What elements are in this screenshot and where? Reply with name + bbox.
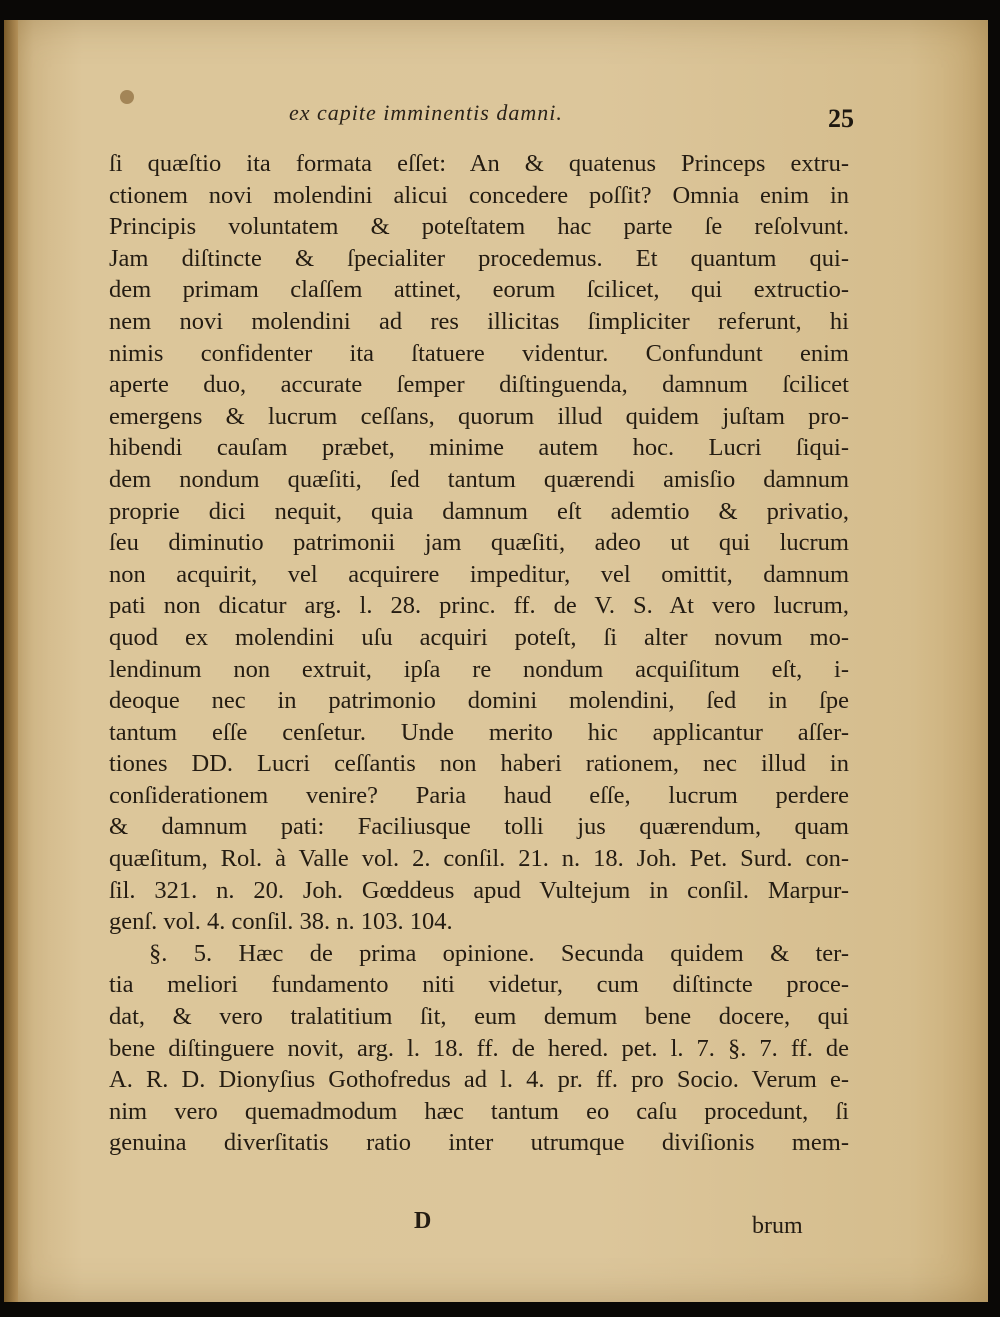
text-line: tiones DD. Lucri ceſſantis non haberi rationem, nec illud in [109,750,849,778]
text-line: deoque nec in patrimonio domini molendini, ſed in ſpe [109,687,849,715]
page-edge [4,20,18,1302]
text-line: quæſitum, Rol. à Valle vol. 2. conſil. 21. n. 18. Joh. Pet. Surd. con- [109,845,849,873]
text-line: dem nondum quæſiti, ſed tantum quærendi amisſio damnum [109,465,849,493]
signature-mark: D [414,1208,432,1234]
body-text [109,148,849,1159]
text-line: proprie dici nequit, quia damnum eſt ademtio & privatio, [109,497,849,525]
text-line: Jam diſtincte & ſpecialiter procedemus. Et quantum qui- [109,244,849,272]
text-line: dat, & vero tralatitium ſit, eum demum bene docere, qui [109,1003,849,1031]
book-page [4,20,988,1302]
text-line: bene diſtinguere novit, arg. l. 18. ff. de hered. pet. l. 7. §. 7. ff. de [109,1034,849,1062]
text-line: genſ. vol. 4. conſil. 38. n. 103. 104. [109,908,453,936]
text-line: emergens & lucrum ceſſans, quorum illud quidem juſtam pro- [109,402,849,430]
text-line: conſiderationem venire? Paria haud eſſe, lucrum perdere [109,781,849,809]
text-line: ſeu diminutio patrimonii jam quæſiti, adeo ut qui lucrum [109,529,849,557]
text-line: tia meliori fundamento niti videtur, cum diſtincte proce- [109,971,849,999]
running-title: ex capite imminentis damni. [289,100,563,125]
catchword: brum [752,1213,803,1239]
page-number: 25 [828,104,854,133]
stain-mark [120,90,134,104]
text-line: genuina diverſitatis ratio inter utrumque diviſionis mem- [109,1129,849,1157]
text-line: tantum eſſe cenſetur. Unde merito hic applicantur aſſer- [109,718,849,746]
text-line: nim vero quemadmodum hæc tantum eo caſu procedunt, ſi [109,1097,849,1125]
text-line: A. R. D. Dionyſius Gothofredus ad l. 4. pr. ff. pro Socio. Verum e- [109,1066,849,1094]
text-line: aperte duo, accurate ſemper diſtinguenda, damnum ſcilicet [109,371,849,399]
text-line: nimis confidenter ita ſtatuere videntur. Confundunt enim [109,339,849,367]
text-line: non acquirit, vel acquirere impeditur, vel omittit, damnum [109,560,849,588]
text-line: hibendi cauſam præbet, minime autem hoc. Lucri ſiqui- [109,434,849,462]
text-line: §. 5. Hæc de prima opinione. Secunda quidem & ter- [149,939,849,967]
text-line: lendinum non extruit, ipſa re nondum acquiſitum eſt, i- [109,655,849,683]
text-line: dem primam claſſem attinet, eorum ſcilicet, qui extructio- [109,276,849,304]
text-line: pati non dicatur arg. l. 28. princ. ff. de V. S. At vero lucrum, [109,592,849,620]
text-line: ſi quæſtio ita formata eſſet: An & quatenus Princeps extru- [109,150,849,177]
text-line: & damnum pati: Faciliusque tolli jus quærendum, quam [109,813,849,841]
text-line: ſil. 321. n. 20. Joh. Gœddeus apud Vultejum in conſil. Marpur- [109,876,849,904]
text-line: Principis voluntatem & poteſtatem hac parte ſe reſolvunt. [109,213,849,241]
text-line: quod ex molendini uſu acquiri poteſt, ſi alter novum mo- [109,623,849,651]
text-line: nem novi molendini ad res illicitas ſimpliciter referunt, hi [109,307,849,335]
text-line: ctionem novi molendini alicui concedere poſſit? Omnia enim in [109,181,849,209]
